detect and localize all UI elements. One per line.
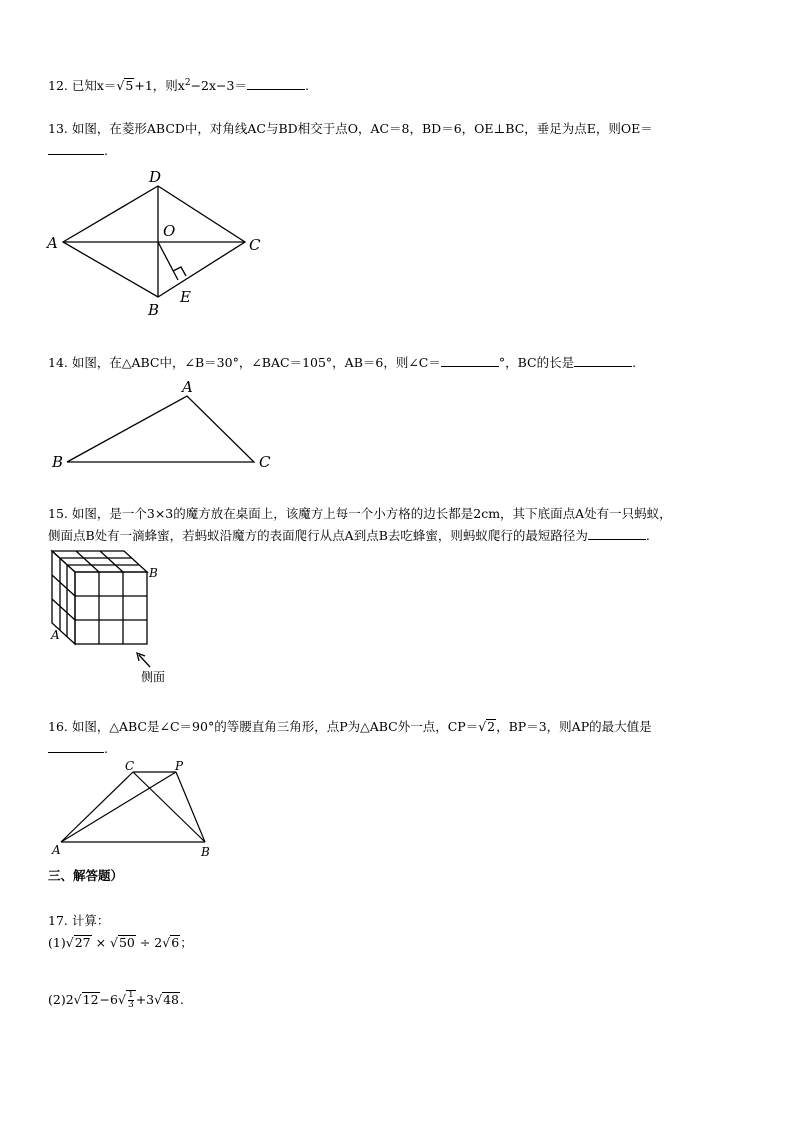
- question-number: 14.: [48, 355, 68, 370]
- question-text: 如图，在菱形ABCD中，对角线AC与BD相交于点O，AC＝8，BD＝6，OE⊥BC，垂足为点E，则OE＝: [71, 121, 653, 136]
- question-text: −2x−3＝: [190, 78, 247, 94]
- sqrt-sign: √6: [162, 935, 180, 950]
- sqrt-sign: √5: [116, 78, 134, 94]
- section-heading: 三、解答题）: [48, 868, 124, 883]
- question-number: 15.: [48, 506, 68, 521]
- label-p: P: [175, 759, 184, 773]
- label-b: B: [52, 453, 64, 471]
- label-b: B: [149, 566, 158, 580]
- question-number: 12.: [48, 78, 68, 94]
- operator: ÷ 2: [135, 935, 163, 950]
- question-number: 13.: [48, 121, 68, 136]
- operator: −6: [99, 992, 118, 1007]
- question-number: 16.: [48, 719, 68, 734]
- operator: ×: [91, 935, 111, 950]
- label-b: B: [201, 845, 210, 859]
- label-a: A: [47, 234, 58, 252]
- label-a: A: [182, 378, 193, 396]
- label-d: D: [149, 168, 162, 186]
- question-text: 已知x＝: [71, 78, 117, 94]
- sqrt-sign: √ $\frac{1}{3}$: [117, 990, 134, 1010]
- part-label: (1): [48, 935, 66, 950]
- sqrt-sign: √12: [73, 992, 99, 1007]
- label-c: C: [125, 759, 135, 773]
- question-17: [48, 912, 109, 930]
- segment-ap: [61, 772, 176, 842]
- sqrt-sign: √50: [110, 935, 135, 950]
- side-face-label: 侧面: [141, 670, 166, 684]
- sqrt-sign: √48: [154, 992, 179, 1007]
- punctuation: ；: [180, 935, 193, 950]
- question-17-part-1: [48, 934, 193, 952]
- operator: +3: [135, 992, 155, 1007]
- period: .: [104, 741, 108, 756]
- radicand: 12: [82, 992, 99, 1007]
- radicand: 27: [74, 935, 91, 950]
- radicand: 5: [125, 78, 134, 94]
- part-label: (2)2: [48, 992, 74, 1007]
- question-text: +1，则x: [134, 78, 185, 94]
- label-a: A: [52, 843, 61, 857]
- radicand: 2: [487, 719, 496, 734]
- segment-cb: [133, 772, 205, 842]
- radicand: 50: [118, 935, 135, 950]
- period: .: [304, 78, 309, 94]
- radicand: 48: [163, 992, 179, 1007]
- fraction: [128, 991, 134, 1010]
- sqrt-sign: √2: [478, 719, 496, 734]
- sqrt-sign: √27: [65, 935, 91, 950]
- label-e: E: [180, 288, 191, 306]
- question-text: 如图，是一个3×3的魔方放在桌面上，该魔方上每一个小方格的边长都是2cm，其下底面点A处有一只蚂蚁，: [71, 506, 672, 521]
- question-17-part-2: [48, 990, 184, 1010]
- question-title: 17. 计算：: [48, 913, 110, 928]
- period: .: [645, 528, 650, 543]
- question-text: ，BP＝3，则AP的最大值是: [496, 719, 652, 734]
- numerator: 1: [127, 990, 134, 1000]
- radicand: 6: [171, 935, 180, 950]
- question-text: 如图，在△ABC中，∠B＝30°，∠BAC＝105°，AB＝6，则∠C＝: [71, 355, 441, 370]
- label-c: C: [249, 236, 261, 254]
- exponent: 2: [184, 78, 191, 88]
- period: .: [104, 143, 108, 158]
- label-b: B: [148, 301, 160, 319]
- segment-pb: [176, 772, 205, 842]
- period: .: [632, 355, 637, 370]
- label-o: O: [163, 222, 176, 240]
- label-c: C: [259, 453, 271, 471]
- question-text: 侧面点B处有一滴蜂蜜，若蚂蚁沿魔方的表面爬行从点A到点B去吃蜂蜜，则蚂蚁爬行的最短路径为: [48, 528, 588, 543]
- question-text: °，BC的长是: [498, 355, 575, 370]
- question-text: 如图，△ABC是∠C＝90°的等腰直角三角形，点P为△ABC外一点，CP＝: [71, 719, 479, 734]
- punctuation: .: [180, 992, 184, 1007]
- label-a: A: [51, 628, 60, 642]
- denominator: 3: [127, 1000, 134, 1010]
- segment-ac: [61, 772, 133, 842]
